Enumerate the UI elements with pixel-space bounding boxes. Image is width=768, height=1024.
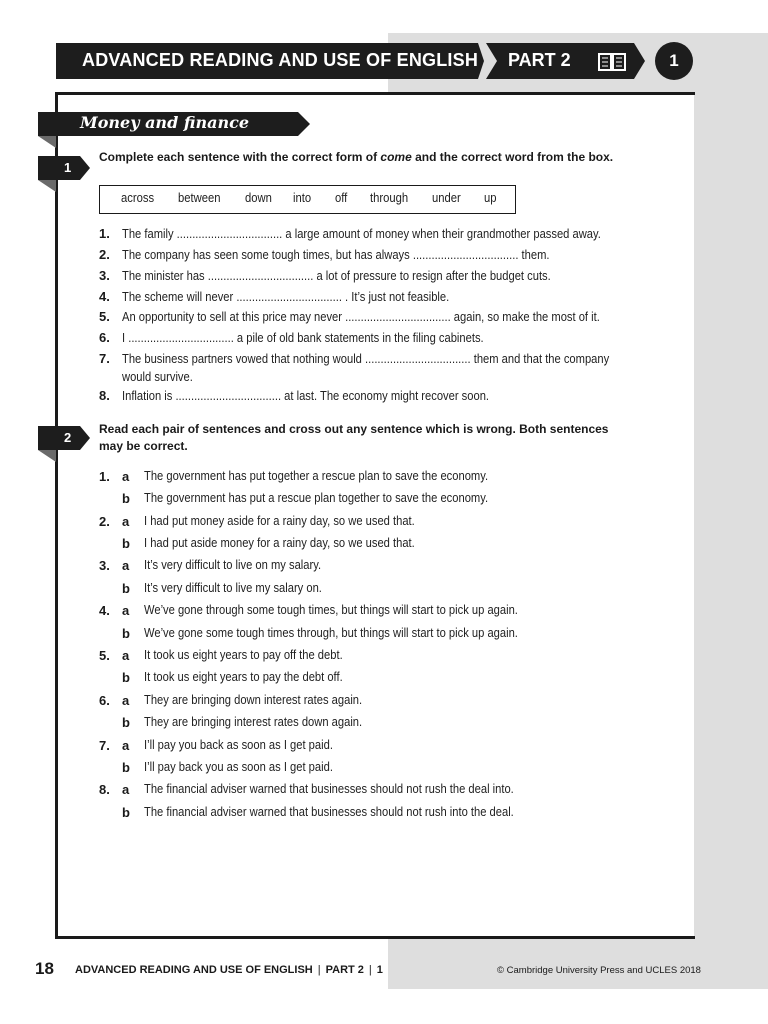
pair-number: 7. — [99, 738, 110, 753]
item-number: 1. — [99, 226, 110, 241]
sentence-option-a[interactable]: I’ll pay you back as soon as I get paid. — [144, 737, 333, 752]
option-letter-a: a — [122, 693, 130, 708]
pair-number: 1. — [99, 469, 110, 484]
sentence-option-b[interactable]: It’s very difficult to live my salary on. — [144, 580, 322, 595]
option-letter-a: a — [122, 469, 130, 484]
box-word: up — [484, 191, 497, 205]
box-word: down — [245, 191, 272, 205]
box-word: under — [432, 191, 461, 205]
box-word: across — [121, 191, 155, 205]
box-word: through — [370, 191, 409, 205]
pair-number: 3. — [99, 558, 110, 573]
option-letter-a: a — [122, 648, 130, 663]
option-letter-a: a — [122, 514, 130, 529]
option-letter-b: b — [122, 536, 130, 551]
exercise-2-instruction-continued: may be correct. — [99, 439, 188, 453]
sentence-option-b[interactable]: I’ll pay back you as soon as I get paid. — [144, 759, 333, 774]
option-letter-b: b — [122, 760, 130, 775]
item-sentence: The scheme will never .................................. . It’s just not feasible. — [122, 289, 450, 304]
item-number: 6. — [99, 330, 110, 345]
item-sentence: The family .................................. a large amount of money when their grandmother passed away. — [122, 226, 601, 241]
footer-running-title — [75, 964, 383, 976]
pair-number: 6. — [99, 693, 110, 708]
section-banner-fold — [38, 136, 56, 148]
option-letter-b: b — [122, 715, 130, 730]
item-number: 4. — [99, 289, 110, 304]
exercise-1-instruction — [99, 149, 613, 166]
item-number: 8. — [99, 388, 110, 403]
footer-part: PART 2 — [325, 964, 364, 976]
item-number: 7. — [99, 351, 110, 366]
pair-number: 8. — [99, 782, 110, 797]
sentence-option-a[interactable]: We’ve gone through some tough times, but things will start to pick up again. — [144, 602, 518, 617]
part-label: PART 2 — [508, 50, 571, 70]
box-word: into — [293, 191, 312, 205]
sentence-option-b[interactable]: We’ve gone some tough times through, but things will start to pick up again. — [144, 625, 518, 640]
item-sentence-continued: would survive. — [122, 369, 193, 384]
sentence-option-b[interactable]: I had put aside money for a rainy day, so we used that. — [144, 535, 415, 550]
option-letter-a: a — [122, 603, 130, 618]
exercise-2-tab-fold — [38, 450, 56, 462]
box-word: off — [335, 191, 348, 205]
frame-top-rule — [55, 92, 695, 95]
sentence-option-b[interactable]: They are bringing interest rates down again. — [144, 714, 363, 729]
item-sentence: The minister has .................................. a lot of pressure to resign after the budget cuts. — [122, 268, 551, 283]
item-number: 5. — [99, 309, 110, 324]
item-sentence: An opportunity to sell at this price may never .................................. again, so make the most of it. — [122, 309, 600, 324]
instruction-text: and the correct word from the box. — [411, 150, 614, 164]
option-letter-b: b — [122, 670, 130, 685]
item-sentence: I .................................. a pile of old bank statements in the filing cabinets. — [122, 330, 484, 345]
sentence-option-b[interactable]: It took us eight years to pay the debt off. — [144, 669, 343, 684]
sentence-option-b[interactable]: The government has put a rescue plan together to save the economy. — [144, 490, 489, 505]
sentence-option-a[interactable]: I had put money aside for a rainy day, so we used that. — [144, 513, 415, 528]
frame-left-rule — [55, 92, 58, 939]
item-number: 3. — [99, 268, 110, 283]
copyright-notice: © Cambridge University Press and UCLES 2018 — [497, 965, 701, 976]
instruction-text: Complete each sentence with the correct form of — [99, 150, 381, 164]
sentence-option-a[interactable]: It took us eight years to pay off the debt. — [144, 647, 343, 662]
footer-title: ADVANCED READING AND USE OF ENGLISH — [75, 964, 313, 976]
option-letter-b: b — [122, 626, 130, 641]
header-title: ADVANCED READING AND USE OF ENGLISH — [82, 50, 479, 70]
sentence-option-b[interactable]: The financial adviser warned that businesses should not rush into the deal. — [144, 804, 514, 819]
section-title: Money and finance — [80, 113, 250, 132]
option-letter-a: a — [122, 738, 130, 753]
option-letter-b: b — [122, 581, 130, 596]
open-book-icon — [597, 51, 627, 73]
option-letter-a: a — [122, 558, 130, 573]
exercise-1-tab-fold — [38, 180, 56, 192]
page-number: 18 — [35, 959, 54, 978]
sentence-option-a[interactable]: They are bringing down interest rates again. — [144, 692, 363, 707]
unit-number-badge: 1 — [655, 42, 693, 80]
footer-unit: 1 — [376, 964, 383, 976]
item-number: 2. — [99, 247, 110, 262]
exercise-2-number: 2 — [64, 430, 72, 445]
item-sentence: The company has seen some tough times, but has always .................................. them. — [122, 247, 550, 262]
frame-bottom-rule — [55, 936, 695, 939]
option-letter-b: b — [122, 491, 130, 506]
exercise-2-instruction: Read each pair of sentences and cross out any sentence which is wrong. Both sentences — [99, 422, 609, 436]
pair-number: 4. — [99, 603, 110, 618]
item-sentence: The business partners vowed that nothing would .................................. them and that the company — [122, 351, 610, 366]
sentence-option-a[interactable]: The government has put together a rescue plan to save the economy. — [144, 468, 489, 483]
box-word: between — [178, 191, 221, 205]
pair-number: 5. — [99, 648, 110, 663]
item-sentence: Inflation is .................................. at last. The economy might recover soon. — [122, 388, 490, 403]
pair-number: 2. — [99, 514, 110, 529]
instruction-keyword: come — [380, 150, 412, 164]
footer-separator: | — [368, 964, 372, 976]
exercise-1-number: 1 — [64, 160, 72, 175]
footer-separator: | — [317, 964, 321, 976]
sentence-option-a[interactable]: The financial adviser warned that businesses should not rush the deal into. — [144, 781, 514, 796]
option-letter-b: b — [122, 805, 130, 820]
option-letter-a: a — [122, 782, 130, 797]
sentence-option-a[interactable]: It’s very difficult to live on my salary. — [144, 557, 322, 572]
